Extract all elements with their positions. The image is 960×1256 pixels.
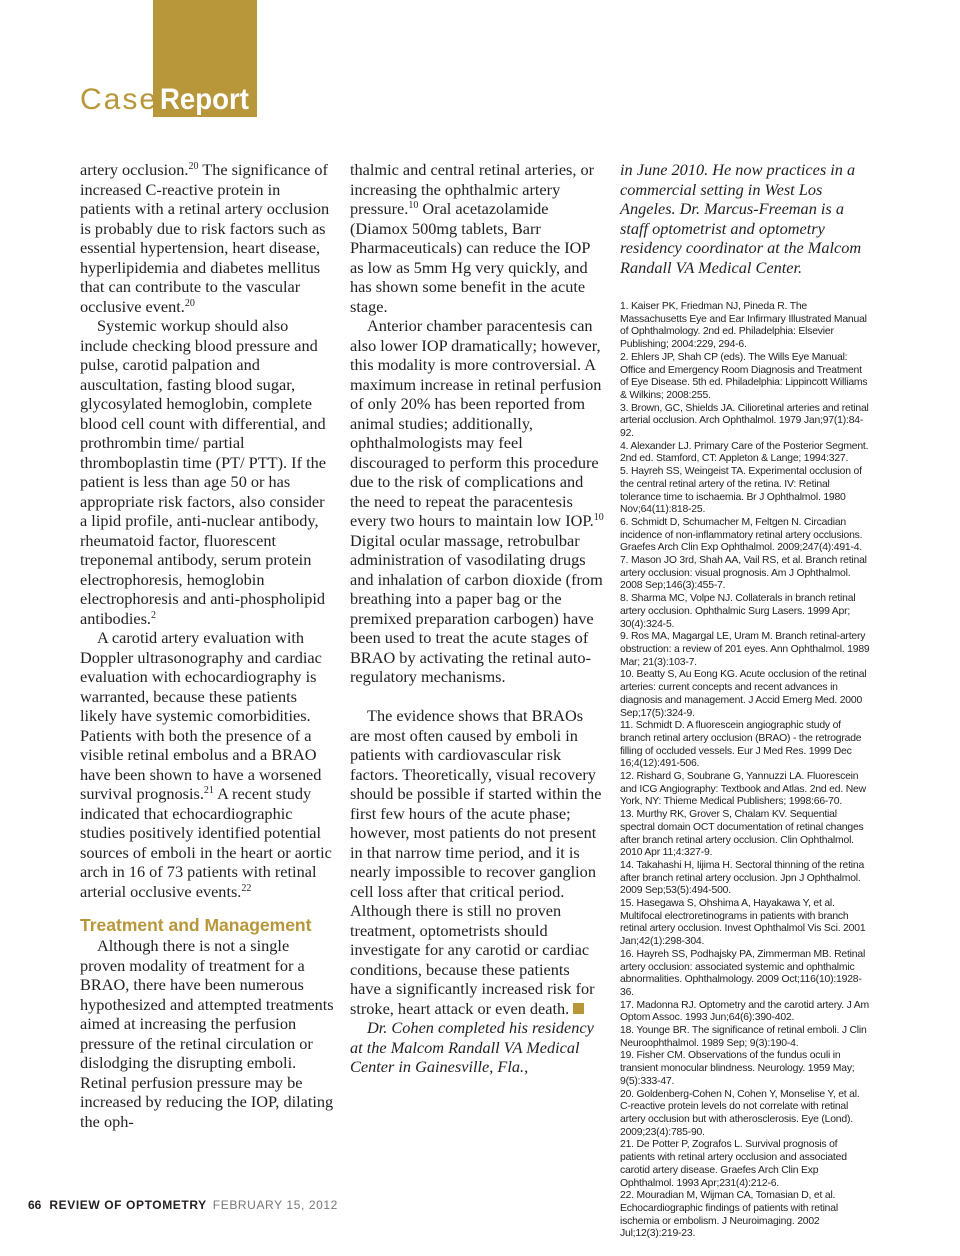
paragraph: A carotid artery evaluation with Doppler ultrasonography and cardiac evaluation with echocardiography is warranted, because these patients likely have systemic comorbidities. Patients with both the presence of a visible retinal embolus and a BRAO have been shown to have a worsened survival prognosis.$^{21}$ A recent study indicated that echocardiographic studies positively identified potential sources of emboli in the heart or aortic arch in 16 of 73 patients with retinal arterial occlusive events.$^{22}$ — [80, 628, 332, 901]
column-1 — [80, 160, 334, 1131]
journal-name: REVIEW OF OPTOMETRY — [49, 1198, 207, 1212]
paragraph: thalmic and central retinal arteries, or increasing the ophthalmic artery pressure.$^{10}$ Oral acetazolamide (Diamox 500mg tablets, Barr Pharmaceuticals) can reduce the IOP as low as 5mm Hg very quickly, and has shown some benefit in the acute stage. — [350, 160, 595, 316]
reference-item: 4. Alexander LJ. Primary Care of the Posterior Segment. 2nd ed. Stamford, CT: Appleton & Lange; 1994:327. — [620, 440, 869, 465]
reference-item: 22. Mouradian M, Wijman CA, Tomasian D, et al. Echocardiographic findings of patients with retinal ischemia or embolism. J Neuroimaging. 2002 Jul;12(3):219-23. — [620, 1190, 838, 1240]
paragraph: Anterior chamber paracentesis can also lower IOP dramatically; however, this modality is more controversial. A maximum increase in retinal perfusion of only 20% has been reported from animal studies; additionally, ophthalmologists may feel discouraged to perform this procedure due to the risk of complications and the need to repeat the paracentesis every two hours to maintain low IOP.$^{10}$ Digital ocular massage, retrobulbar administration of vasodilating drugs and inhalation of carbon dioxide (from breathing into a paper bag or the premixed preparation carbogen) have been used to treat the acute stages of BRAO by activating the retinal auto-regulatory mechanisms. — [350, 316, 604, 686]
reference-item: 15. Hasegawa S, Ohshima A, Hayakawa Y, et al. Multifocal electroretinograms in patients with branch retinal artery occlusion. Invest Ophthalmol Vis Sci. 2001 Jan;42(1):298-304. — [620, 898, 866, 948]
reference-item: 1. Kaiser PK, Friedman NJ, Pineda R. The Massachusetts Eye and Ear Infirmary Illustrated Manual of Ophthalmology. 2nd ed. Philadelphia: Elsevier Publishing; 2004:229, 294-6. — [620, 301, 867, 351]
reference-item: 17. Madonna RJ. Optometry and the carotid artery. J Am Optom Assoc. 1993 Jun;64(6):390-402. — [620, 999, 869, 1024]
reference-item: 19. Fisher CM. Observations of the fundus oculi in transient monocular blindness. Neurology. 1959 May; 9(5):333-47. — [620, 1050, 855, 1087]
reference-item: 13. Murthy RK, Grover S, Chalam KV. Sequential spectral domain OCT documentation of retinal changes after branch retinal artery occlusion. Clin Ophthalmol. 2010 Apr 11;4:327-9. — [620, 809, 864, 859]
reference-item: 5. Hayreh SS, Weingeist TA. Experimental occlusion of the central retinal artery of the retina. IV: Retinal tolerance time to ischaemia. Br J Ophthalmol. 1980 Nov;64(11):818-25. — [620, 466, 862, 516]
author-bio-continued: in June 2010. He now practices in a commercial setting in West Los Angeles. Dr. Marcus-Freeman is a staff optometrist and optometry residency coordinator at the Malcom Randall VA Medical Center. — [620, 160, 862, 277]
reference-item: 3. Brown, GC, Shields JA. Cilioretinal arteries and retinal arterial occlusion. Arch Ophthalmol. 1979 Jan;97(1):84-92. — [620, 402, 869, 440]
page-footer — [28, 1198, 338, 1212]
reference-item: 9. Ros MA, Magargal LE, Uram M. Branch retinal-artery obstruction: a review of 201 eyes. Ann Ophthalmol. 1989 Mar; 21(3):103-7. — [620, 631, 870, 668]
column-3 — [620, 160, 870, 1241]
issue-date: FEBRUARY 15, 2012 — [212, 1198, 338, 1212]
page-number: 66 — [28, 1198, 42, 1212]
references-list — [620, 301, 870, 1241]
reference-item: 8. Sharma MC, Volpe NJ. Collaterals in branch retinal artery occlusion. Ophthalmic Surg Lasers. 1999 Apr; 30(4):324-5. — [620, 593, 856, 630]
reference-item: 14. Takahashi H, Iijima H. Sectoral thinning of the retina after branch retinal artery occlusion. Jpn J Ophthalmol. 2009 Sep;53(5):494-500. — [620, 859, 865, 897]
reference-item: 2. Ehlers JP, Shah CP (eds). The Wills Eye Manual: Office and Emergency Room Diagnosis and Treatment of Eye Disease. 5th ed. Philadelphia: Lippincott Williams & Wilkins; 2008:255. — [620, 351, 868, 401]
reference-item: 6. Schmidt D, Schumacher M, Feltgen N. Circadian incidence of non-inflammatory retinal artery occlusions. Graefes Arch Clin Exp Ophthalmol. 2009;247(4):491-4. — [620, 516, 863, 554]
reference-item: 16. Hayreh SS, Podhajsky PA, Zimmerman MB. Retinal artery occlusion: associated systemic and ophthalmic abnormalities. Ophthalmology. 2009 Oct;116(10):1928-36. — [620, 948, 866, 998]
paragraph: Although there is not a single proven modality of treatment for a BRAO, there have been numerous hypothesized and attempted treatments aimed at increasing the perfusion pressure of the retinal circulation or dislodging the disrupting emboli. Retinal perfusion pressure may be increased by reducing the IOP, dilating the oph- — [80, 936, 334, 1131]
paragraph: The evidence shows that BRAOs are most often caused by emboli in patients with cardiovascular risk factors. Theoretically, visual recovery should be possible if started within the first few hours of the acute phase; however, most patients do not present in that narrow time period, and it is nearly impossible to recover ganglion cell loss after that critical period. Although there is still no proven treatment, optometrists should investigate for any carotid or cardiac conditions, because these patients have a significantly increased risk for stroke, heart attack or even death. — [350, 706, 602, 1018]
author-bio: Dr. Cohen completed his residency at the Malcom Randall VA Medical Center in Gainesville, Fla., — [350, 1018, 594, 1076]
reference-item: 12. Rishard G, Soubrane G, Yannuzzi LA. Fluorescein and ICG Angiography: Textbook and Atlas. 2nd ed. New York, NY: Thieme Medical Publishers; 1998:66-70. — [620, 771, 866, 808]
column-2 — [350, 160, 604, 1077]
reference-item: 21. De Potter P, Zografos L. Survival prognosis of patients with retinal artery occlusion and associated carotid artery disease. Graefes Arch Clin Exp Ophthalmol. 1993 Apr;231(4):212-6. — [620, 1139, 847, 1189]
end-mark-icon — [573, 1003, 584, 1014]
paragraph: Systemic workup should also include checking blood pressure and pulse, carotid palpation and auscultation, fasting blood sugar, glycosylated hemoglobin, complete blood cell count with differential, and prothrombin time/ partial thromboplastin time (PT/ PTT). If the patient is less than age 50 or has appropriate risk factors, also consider a lipid profile, anti-nuclear antibody, rheumatoid factor, fluorescent treponemal antibody, serum protein electrophoresis, hemoglobin electrophoresis and anti-phospholipid antibodies.$^2$ — [80, 316, 326, 628]
section-label-case: Case — [80, 83, 159, 116]
reference-item: 20. Goldenberg-Cohen N, Cohen Y, Monselise Y, et al. C-reactive protein levels do not correlate with retinal artery occlusion but with atherosclerosis. Eye (Lond). 2009;23(4):785-90. — [620, 1088, 860, 1138]
paragraph: artery occlusion.$^{20}$ The significance of increased C-reactive protein in patients with a retinal artery occlusion is probably due to risk factors such as essential hypertension, heart disease, hyperlipidemia and diabetes mellitus that can contribute to the vascular occlusive event.$^{20}$ — [80, 160, 330, 316]
section-heading: Treatment and Management — [80, 915, 312, 935]
reference-item: 18. Younge BR. The significance of retinal emboli. J Clin Neuroophthalmol. 1989 Sep; 9(3):190-4. — [620, 1025, 867, 1049]
section-label-report: Report — [160, 83, 249, 116]
reference-item: 11. Schmidt D. A fluorescein angiographic study of branch retinal artery occlusion (BRAO) - the retrograde filling of occluded vessels. Eur J Med Res. 1999 Dec 16;4(12):491-506. — [620, 720, 862, 770]
reference-item: 10. Beatty S, Au Eong KG. Acute occlusion of the retinal arteries: current concepts and recent advances in diagnosis and management. J Accid Emerg Med. 2000 Sep;17(5):324-9. — [620, 669, 867, 719]
reference-item: 7. Mason JO 3rd, Shah AA, Vail RS, et al. Branch retinal artery occlusion: visual prognosis. Am J Ophthalmol. 2008 Sep;146(3):455-7. — [620, 555, 867, 592]
